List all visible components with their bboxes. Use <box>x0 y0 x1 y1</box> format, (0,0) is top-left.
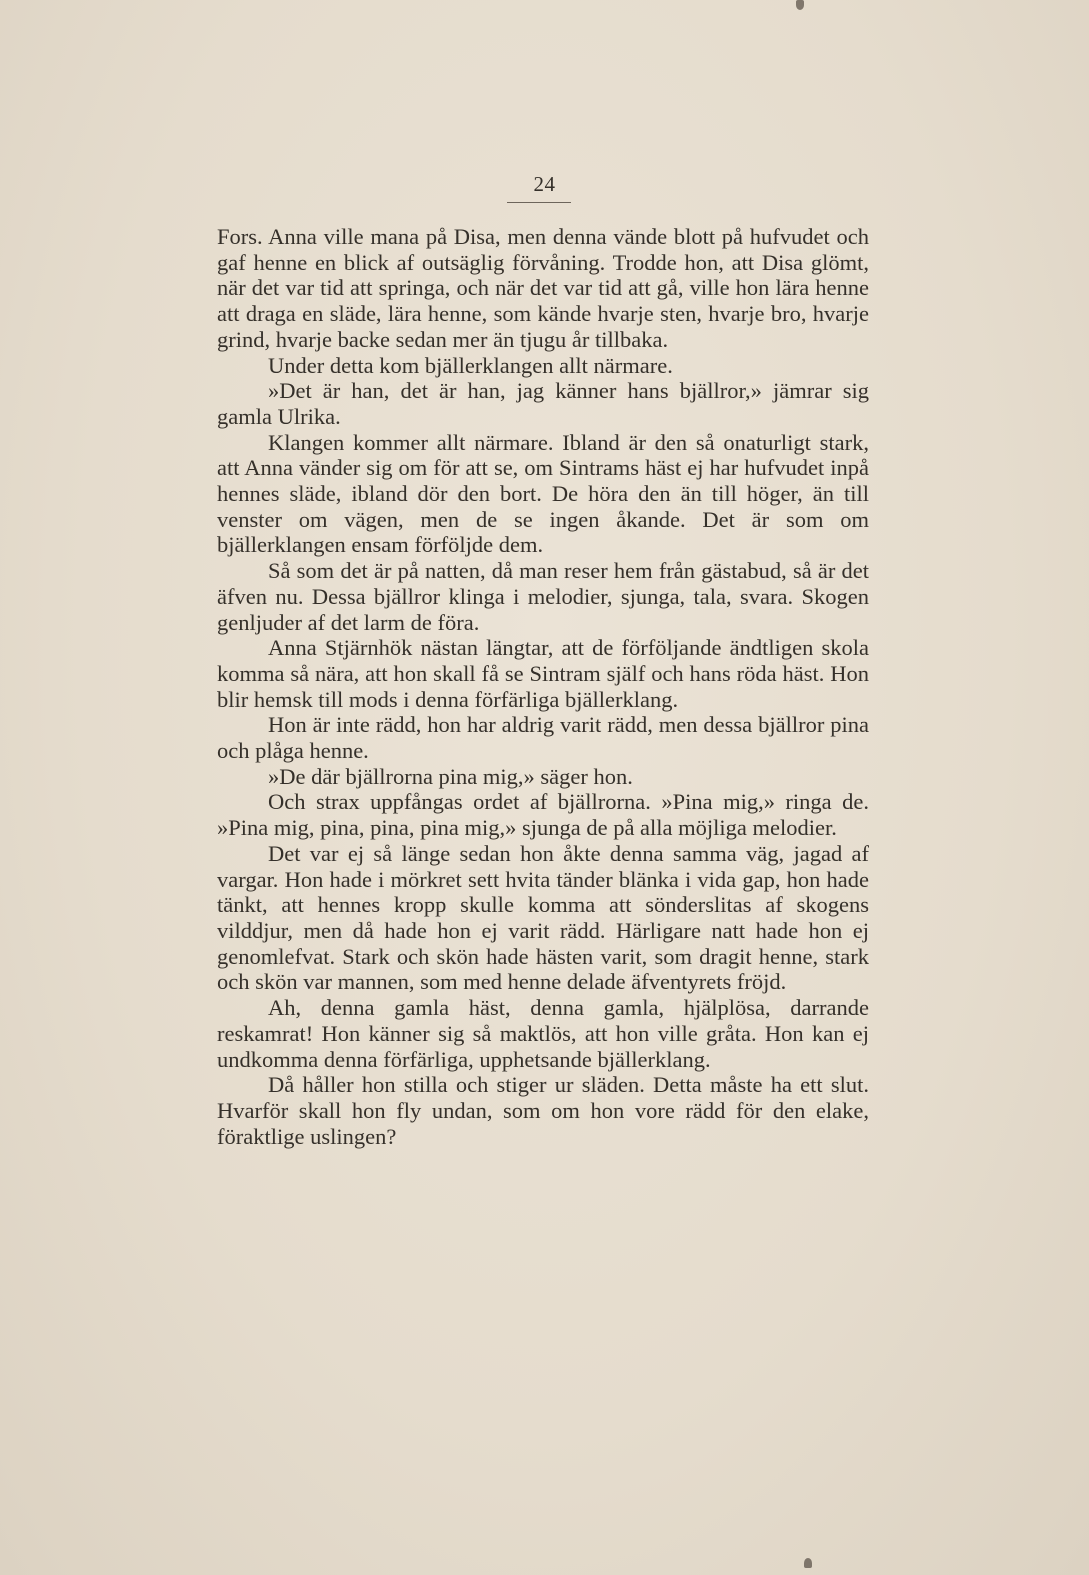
paragraph: »Det är han, det är han, jag känner hans bjällror,» jämrar sig gamla Ulrika. <box>217 378 869 429</box>
ink-spot-top <box>796 0 804 10</box>
paragraph: Hon är inte rädd, hon har aldrig varit rädd, men dessa bjällror pina och plåga henne. <box>217 712 869 764</box>
paragraph: »De där bjällrorna pina mig,» säger hon. <box>268 763 633 789</box>
paragraph: Anna Stjärnhök nästan längtar, att de förföljande ändtligen skola komma så nära, att hon skall få se Sintram själf och hans röda häst. Hon blir hemsk till mods i denna förfärliga bjällerklang. <box>217 635 869 712</box>
paragraph: Fors. Anna ville mana på Disa, men denna vände blott på hufvudet och gaf henne en blick af outsäglig förvåning. Trodde hon, att Disa glömt, när det var tid att springa, och när det var tid att gå, ville hon lära henne att draga en släde, lära henne, som kände hvarje sten, hvarje bro, hvarje grind, hvarje backe sedan mer än tjugu år tillbaka. <box>217 224 869 352</box>
page-number: 24 <box>533 172 556 196</box>
paragraph: Klangen kommer allt närmare. Ibland är den så onaturligt stark, att Anna vänder sig om för att se, om Sintrams häst ej har hufvudet inpå hennes släde, ibland dör den bort. De höra den än till höger, än till venster om vägen, men de se ingen åkande. Det är som om bjällerklangen ensam förföljde dem. <box>217 429 869 558</box>
ink-spot-bottom <box>804 1558 812 1568</box>
paragraph: Ah, denna gamla häst, denna gamla, hjälplösa, darrande reskamrat! Hon känner sig så maktlös, att hon ville gråta. Hon kan ej undkomma denna förfärliga, upphetsande bjällerklang. <box>217 995 869 1072</box>
paragraph: Det var ej så länge sedan hon åkte denna samma väg, jagad af vargar. Hon hade i mörkret sett hvita tänder blänka i vida gap, hon hade tänkt, att hennes kropp skulle komma att sönderslitas af skogens vilddjur, men då hade hon ej varit rädd. Härligare natt hade hon ej genomlefvat. Stark och skön hade hästen varit, som dragit henne, stark och skön var mannen, som med henne delade äfventyrets fröjd. <box>217 840 869 995</box>
paragraph: Då håller hon stilla och stiger ur släden. Detta måste ha ett slut. Hvarför skall hon fly undan, som om hon vore rädd för den elake, föraktlige uslingen? <box>217 1072 869 1149</box>
paragraph: Så som det är på natten, då man reser hem från gästabud, så är det äfven nu. Dessa bjällror klinga i melodier, sjunga, tala, svara. Skogen genljuder af det larm de föra. <box>217 558 869 635</box>
paragraph: Och strax uppfångas ordet af bjällrorna. »Pina mig,» ringa de. »Pina mig, pina, pina, pina mig,» sjunga de på alla möjliga melodier. <box>217 789 869 841</box>
page-number-rule <box>507 202 571 203</box>
body-text <box>217 224 869 1149</box>
paragraph: Under detta kom bjällerklangen allt närmare. <box>268 352 673 378</box>
